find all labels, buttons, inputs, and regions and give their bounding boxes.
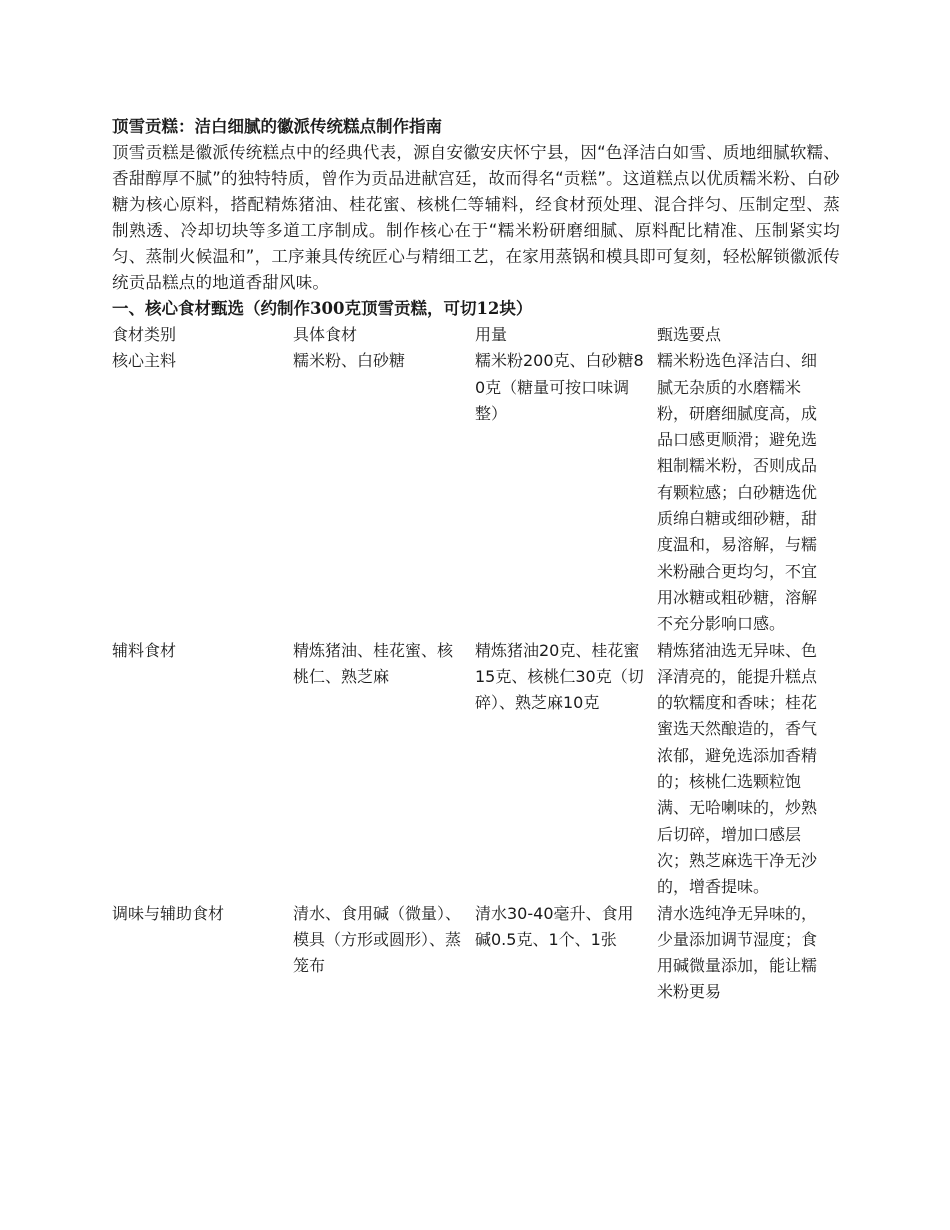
notes-cell: 糯米粉选色泽洁白、细腻无杂质的水磨糯米粉，研磨细腻度高，成品口感更顺滑；避免选粗制糯米粉，否则成品有颗粒感；白砂糖选优质绵白糖或细砂糖，甜度温和，易溶解，与糯米粉融合更均匀，不宜用冰糖或粗砂糖，溶解不充分影响口感。 xyxy=(657,351,818,634)
ingredients-table xyxy=(112,322,840,1006)
items-cell: 糯米粉、白砂糖 xyxy=(293,351,406,371)
amount-cell: 精炼猪油20克、桂花蜜15克、核桃仁30克（切碎）、熟芝麻10克 xyxy=(475,640,644,713)
table-header-row xyxy=(112,322,840,348)
amount-cell: 糯米粉200克、白砂糖80克（糖量可按口味调整） xyxy=(475,351,644,423)
column-header-category: 食材类别 xyxy=(112,325,177,344)
column-header-notes: 甄选要点 xyxy=(657,325,722,344)
table-row xyxy=(112,638,840,901)
notes-cell: 精炼猪油选无异味、色泽清亮的，能提升糕点的软糯度和香味；桂花蜜选天然酿造的，香气浓郁，避免选添加香精的；核桃仁选颗粒饱满、无哈喇味的，炒熟后切碎，增加口感层次；熟芝麻选干净无沙的，增香提味。 xyxy=(657,640,818,897)
category-cell: 核心主料 xyxy=(112,351,177,371)
amount-cell: 清水30-40毫升、食用碱0.5克、1个、1张 xyxy=(475,903,634,949)
column-header-amount: 用量 xyxy=(475,325,508,344)
category-cell: 辅料食材 xyxy=(112,640,177,660)
document-title: 顶雪贡糕：洁白细腻的徽派传统糕点制作指南 xyxy=(112,117,442,136)
intro-paragraph: 顶雪贡糕是徽派传统糕点中的经典代表，源自安徽安庆怀宁县，因“色泽洁白如雪、质地细腻软糯、香甜醇厚不腻”的独特特质，曾作为贡品进献宫廷，故而得名“贡糕”。这道糕点以优质糯米粉、白砂糖为核心原料，搭配精炼猪油、桂花蜜、核桃仁等辅料，经食材预处理、混合拌匀、压制定型、蒸制熟透、冷却切块等多道工序制成。制作核心在于“糯米粉研磨细腻、原料配比精准、压制紧实均匀、蒸制火候温和”，工序兼具传统匠心与精细工艺，在家用蒸锅和模具即可复刻，轻松解锁徽派传统贡品糕点的地道香甜风味。 xyxy=(112,143,840,292)
items-cell: 清水、食用碱（微量）、模具（方形或圆形）、蒸笼布 xyxy=(293,903,462,976)
section-title-ingredients: 一、核心食材甄选（约制作300克顶雪贡糕，可切12块） xyxy=(112,299,533,318)
table-row xyxy=(112,901,840,1006)
notes-cell: 清水选纯净无异味的，少量添加调节湿度；食用碱微量添加，能让糯米粉更易 xyxy=(657,903,818,1002)
table-row xyxy=(112,348,840,637)
category-cell: 调味与辅助食材 xyxy=(112,903,225,923)
column-header-items: 具体食材 xyxy=(293,325,358,344)
document-page xyxy=(112,114,840,1006)
items-cell: 精炼猪油、桂花蜜、核桃仁、熟芝麻 xyxy=(293,640,454,686)
